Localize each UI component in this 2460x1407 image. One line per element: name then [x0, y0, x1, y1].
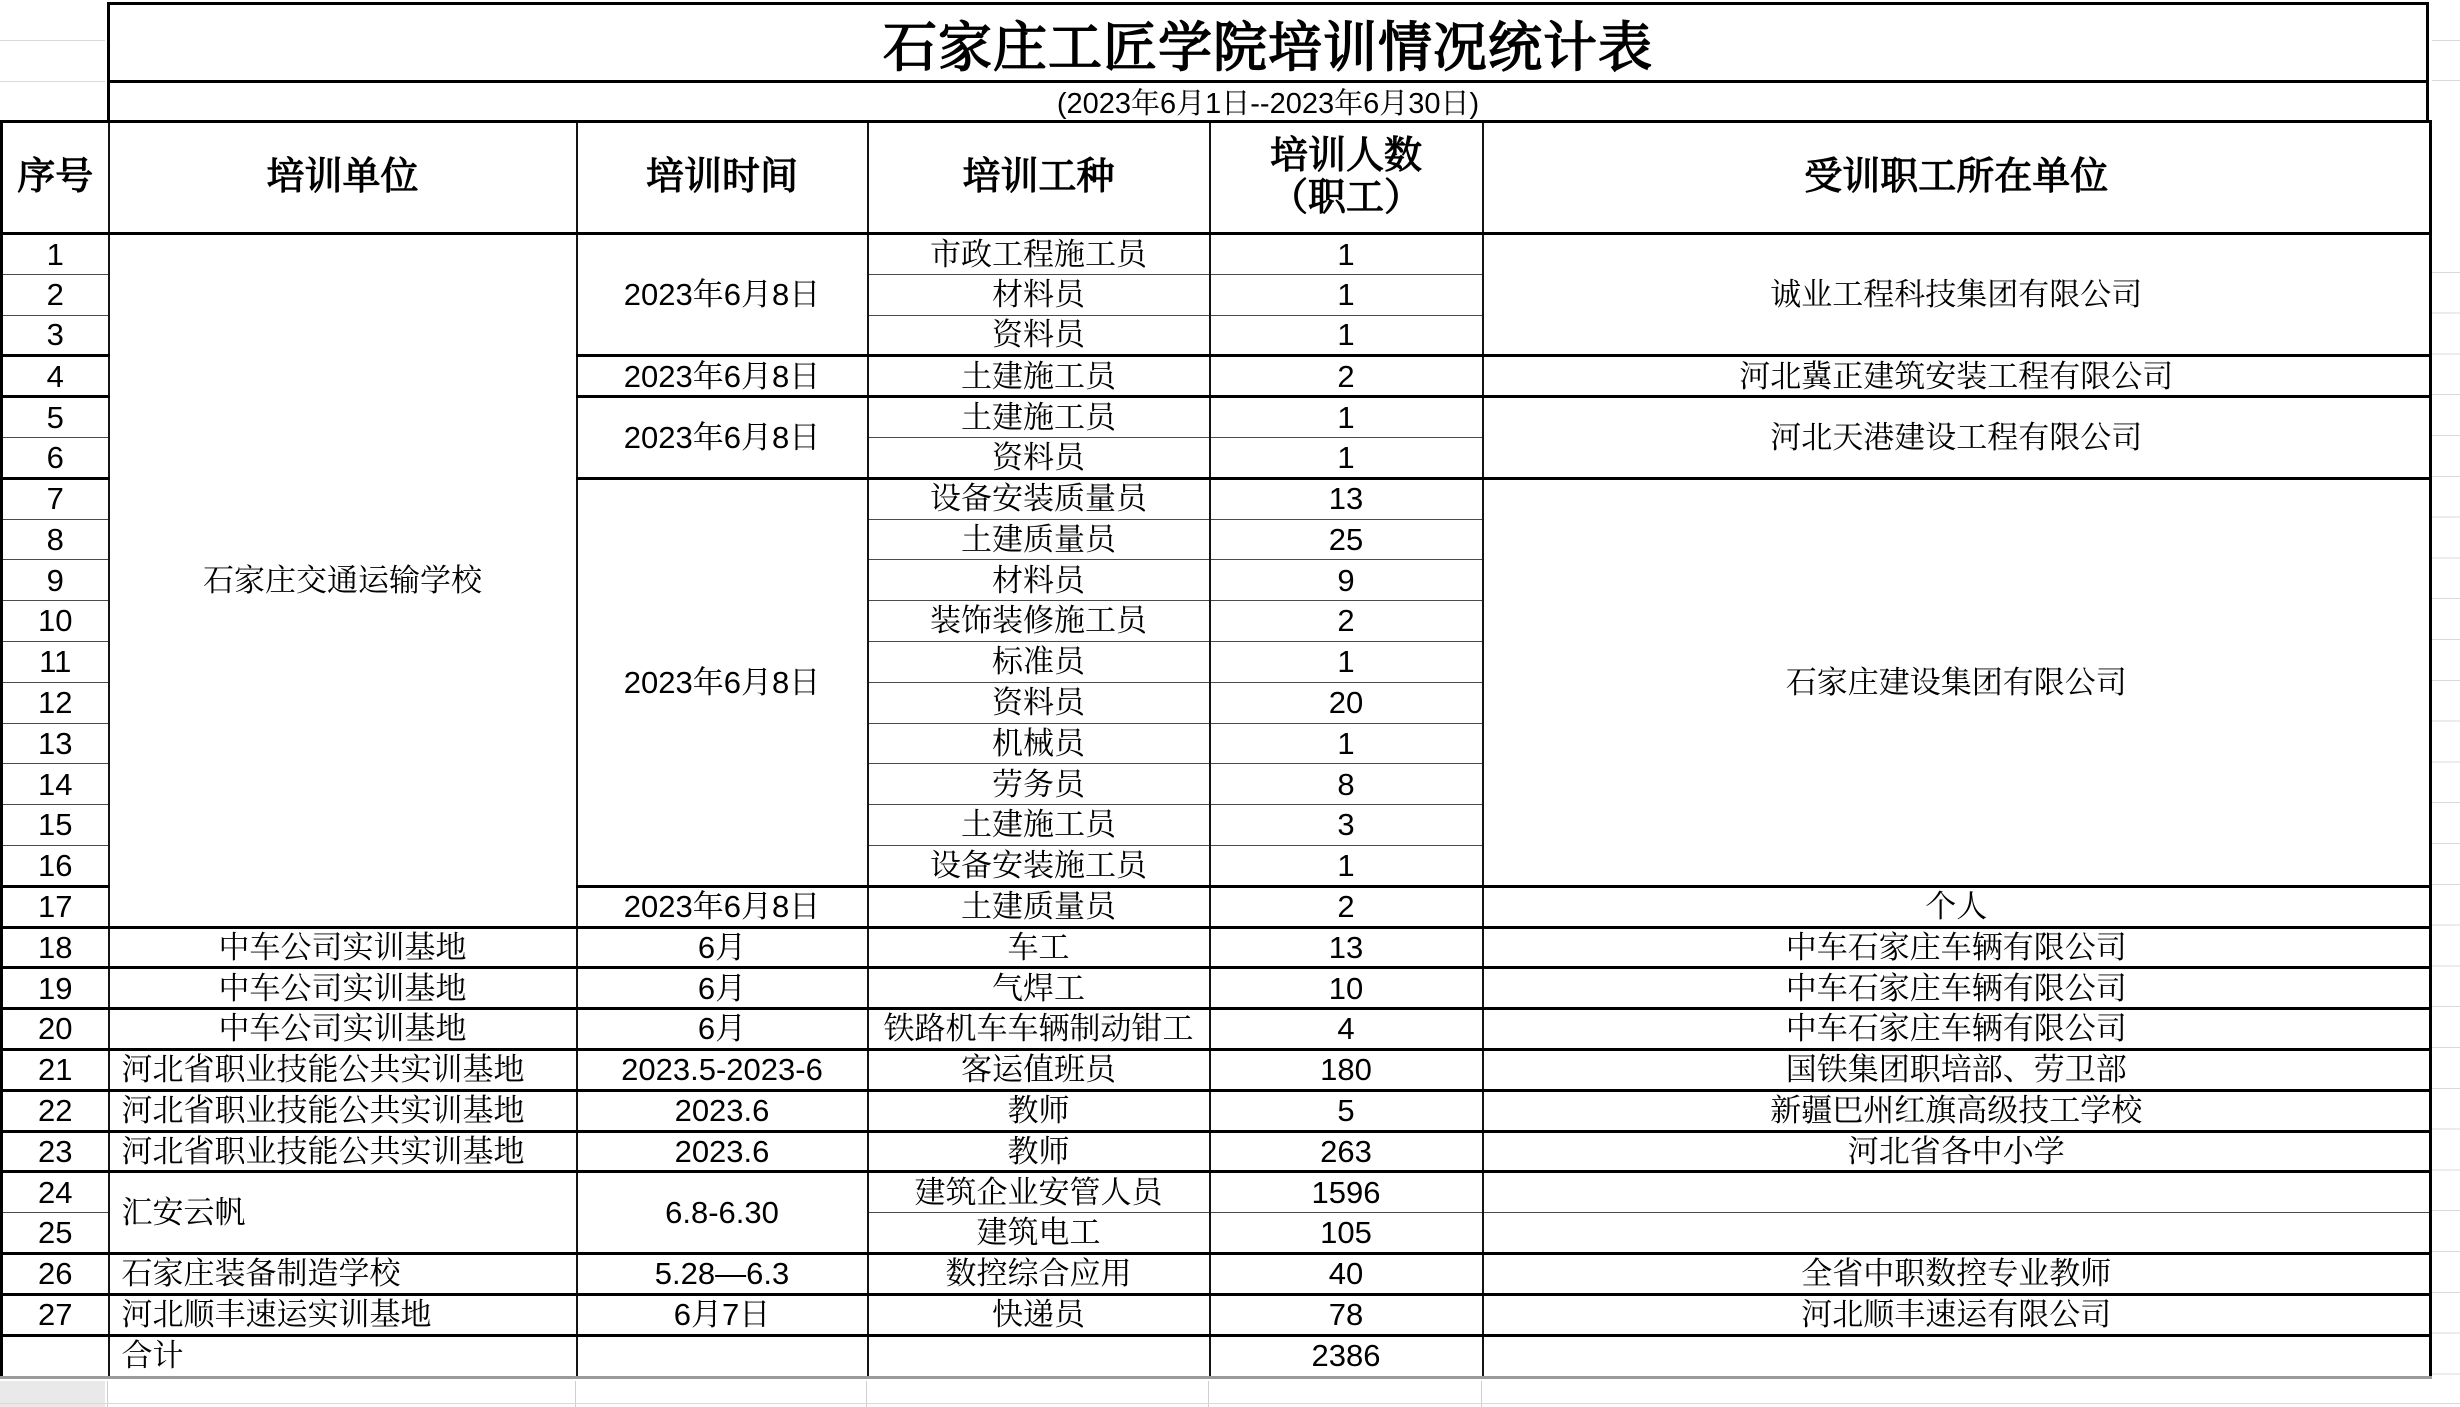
unit-cell: 河北顺丰速运实训基地 — [109, 1294, 577, 1335]
seq-cell: 14 — [2, 764, 109, 805]
header-row — [2, 122, 2431, 234]
job-cell: 资料员 — [868, 437, 1210, 478]
count-cell: 5 — [1210, 1090, 1483, 1131]
seq-cell: 25 — [2, 1213, 109, 1254]
table-row — [2, 968, 2431, 1009]
count-cell: 9 — [1210, 560, 1483, 601]
job-cell: 资料员 — [868, 315, 1210, 356]
job-cell: 建筑企业安管人员 — [868, 1172, 1210, 1213]
col-header-count-line2: （职工） — [1269, 176, 1422, 219]
job-cell: 土建质量员 — [868, 519, 1210, 560]
count-cell: 105 — [1210, 1213, 1483, 1254]
count-cell: 1 — [1210, 274, 1483, 315]
seq-cell: 21 — [2, 1049, 109, 1090]
seq-cell: 18 — [2, 927, 109, 968]
org-cell: 河北天港建设工程有限公司 — [1483, 397, 2431, 479]
table-row — [2, 1253, 2431, 1294]
job-cell: 客运值班员 — [868, 1049, 1210, 1090]
job-cell: 教师 — [868, 1131, 1210, 1172]
unit-cell: 河北省职业技能公共实训基地 — [109, 1131, 577, 1172]
job-cell: 气焊工 — [868, 968, 1210, 1009]
count-cell: 4 — [1210, 1009, 1483, 1050]
seq-cell: 3 — [2, 315, 109, 356]
org-cell: 个人 — [1483, 886, 2431, 927]
time-cell: 6.8-6.30 — [577, 1172, 868, 1254]
time-cell: 6月 — [577, 1009, 868, 1050]
seq-cell: 11 — [2, 641, 109, 682]
unit-cell: 石家庄交通运输学校 — [109, 234, 577, 928]
time-cell: 2023年6月8日 — [577, 234, 868, 356]
org-cell: 全省中职数控专业教师 — [1483, 1253, 2431, 1294]
count-cell: 1 — [1210, 437, 1483, 478]
table-row — [2, 1009, 2431, 1050]
org-cell: 河北顺丰速运有限公司 — [1483, 1294, 2431, 1335]
count-cell: 2 — [1210, 601, 1483, 642]
org-cell: 中车石家庄车辆有限公司 — [1483, 968, 2431, 1009]
seq-cell: 4 — [2, 356, 109, 397]
seq-cell: 1 — [2, 234, 109, 275]
seq-cell: 17 — [2, 886, 109, 927]
seq-cell: 2 — [2, 274, 109, 315]
unit-cell: 石家庄装备制造学校 — [109, 1253, 577, 1294]
seq-cell: 9 — [2, 560, 109, 601]
gridline — [2432, 80, 2460, 81]
org-cell: 河北冀正建筑安装工程有限公司 — [1483, 356, 2431, 397]
table-row — [2, 927, 2431, 968]
unit-cell: 河北省职业技能公共实训基地 — [109, 1049, 577, 1090]
job-cell: 土建质量员 — [868, 886, 1210, 927]
time-cell: 6月7日 — [577, 1294, 868, 1335]
job-cell: 装饰装修施工员 — [868, 601, 1210, 642]
time-cell: 2023年6月8日 — [577, 397, 868, 479]
count-cell: 1 — [1210, 723, 1483, 764]
count-cell: 180 — [1210, 1049, 1483, 1090]
count-cell: 20 — [1210, 682, 1483, 723]
seq-cell: 6 — [2, 437, 109, 478]
col-header-job: 培训工种 — [868, 122, 1210, 234]
job-cell: 数控综合应用 — [868, 1253, 1210, 1294]
seq-cell: 10 — [2, 601, 109, 642]
col-header-org: 受训职工所在单位 — [1483, 122, 2431, 234]
job-cell: 材料员 — [868, 274, 1210, 315]
time-cell: 6月 — [577, 968, 868, 1009]
page-subtitle: (2023年6月1日--2023年6月30日) — [107, 80, 2429, 120]
seq-cell: 5 — [2, 397, 109, 438]
table-row — [2, 1131, 2431, 1172]
count-cell: 1 — [1210, 397, 1483, 438]
seq-cell: 20 — [2, 1009, 109, 1050]
time-cell: 6月 — [577, 927, 868, 968]
org-cell: 河北省各中小学 — [1483, 1131, 2431, 1172]
org-cell: 国铁集团职培部、劳卫部 — [1483, 1049, 2431, 1090]
seq-cell: 23 — [2, 1131, 109, 1172]
count-cell: 263 — [1210, 1131, 1483, 1172]
count-cell: 2 — [1210, 356, 1483, 397]
unit-cell: 河北省职业技能公共实训基地 — [109, 1090, 577, 1131]
gridline-gutter — [2432, 232, 2460, 1379]
training-stats-table — [0, 120, 2432, 1379]
gridline — [2432, 40, 2460, 41]
seq-cell: 22 — [2, 1090, 109, 1131]
unit-cell: 汇安云帆 — [109, 1172, 577, 1254]
count-cell: 8 — [1210, 764, 1483, 805]
col-header-seq: 序号 — [2, 122, 109, 234]
job-cell: 设备安装质量员 — [868, 478, 1210, 519]
job-cell: 教师 — [868, 1090, 1210, 1131]
count-cell: 3 — [1210, 805, 1483, 846]
total-row — [2, 1335, 2431, 1377]
count-cell: 13 — [1210, 927, 1483, 968]
job-cell: 土建施工员 — [868, 805, 1210, 846]
col-header-unit: 培训单位 — [109, 122, 577, 234]
count-cell: 78 — [1210, 1294, 1483, 1335]
org-cell: 中车石家庄车辆有限公司 — [1483, 927, 2431, 968]
seq-cell: 16 — [2, 845, 109, 886]
count-cell: 1 — [1210, 315, 1483, 356]
time-cell: 2023年6月8日 — [577, 356, 868, 397]
count-cell: 10 — [1210, 968, 1483, 1009]
count-cell: 1 — [1210, 641, 1483, 682]
seq-cell: 8 — [2, 519, 109, 560]
time-cell: 2023年6月8日 — [577, 478, 868, 886]
job-cell: 资料员 — [868, 682, 1210, 723]
seq-cell: 15 — [2, 805, 109, 846]
time-cell — [577, 1335, 868, 1377]
count-cell: 1 — [1210, 234, 1483, 275]
seq-cell: 13 — [2, 723, 109, 764]
total-count-cell: 2386 — [1210, 1335, 1483, 1377]
time-cell: 5.28—6.3 — [577, 1253, 868, 1294]
job-cell: 材料员 — [868, 560, 1210, 601]
table-row — [2, 1090, 2431, 1131]
unit-cell: 中车公司实训基地 — [109, 927, 577, 968]
total-label-cell: 合计 — [109, 1335, 577, 1377]
seq-cell: 24 — [2, 1172, 109, 1213]
org-cell: 中车石家庄车辆有限公司 — [1483, 1009, 2431, 1050]
count-cell: 2 — [1210, 886, 1483, 927]
job-cell: 建筑电工 — [868, 1213, 1210, 1254]
table-row — [2, 1049, 2431, 1090]
job-cell: 设备安装施工员 — [868, 845, 1210, 886]
col-header-count — [1210, 122, 1483, 234]
count-cell: 25 — [1210, 519, 1483, 560]
job-cell: 快递员 — [868, 1294, 1210, 1335]
time-cell: 2023.6 — [577, 1090, 868, 1131]
gridline — [0, 40, 105, 41]
table-row — [2, 1294, 2431, 1335]
seq-cell: 19 — [2, 968, 109, 1009]
gridline — [0, 1403, 2460, 1404]
seq-cell: 26 — [2, 1253, 109, 1294]
table-row — [2, 1172, 2431, 1213]
org-cell — [1483, 1335, 2431, 1377]
org-cell: 诚业工程科技集团有限公司 — [1483, 234, 2431, 356]
org-cell — [1483, 1172, 2431, 1213]
job-cell: 土建施工员 — [868, 356, 1210, 397]
job-cell: 土建施工员 — [868, 397, 1210, 438]
count-cell: 1596 — [1210, 1172, 1483, 1213]
job-cell — [868, 1335, 1210, 1377]
count-cell: 40 — [1210, 1253, 1483, 1294]
job-cell: 铁路机车车辆制动钳工 — [868, 1009, 1210, 1050]
seq-cell: 7 — [2, 478, 109, 519]
org-cell: 新疆巴州红旗高级技工学校 — [1483, 1090, 2431, 1131]
page-title: 石家庄工匠学院培训情况统计表 — [107, 2, 2429, 82]
table-row — [2, 234, 2431, 275]
seq-cell: 12 — [2, 682, 109, 723]
count-cell: 13 — [1210, 478, 1483, 519]
org-cell: 石家庄建设集团有限公司 — [1483, 478, 2431, 886]
job-cell: 市政工程施工员 — [868, 234, 1210, 275]
unit-cell: 中车公司实训基地 — [109, 968, 577, 1009]
gridline — [0, 81, 105, 82]
count-cell: 1 — [1210, 845, 1483, 886]
seq-cell: 27 — [2, 1294, 109, 1335]
time-cell: 2023.5-2023-6 — [577, 1049, 868, 1090]
job-cell: 劳务员 — [868, 764, 1210, 805]
job-cell: 机械员 — [868, 723, 1210, 764]
time-cell: 2023.6 — [577, 1131, 868, 1172]
seq-cell — [2, 1335, 109, 1377]
job-cell: 标准员 — [868, 641, 1210, 682]
col-header-count-line1: 培训人数 — [1269, 135, 1422, 178]
time-cell: 2023年6月8日 — [577, 886, 868, 927]
job-cell: 车工 — [868, 927, 1210, 968]
unit-cell: 中车公司实训基地 — [109, 1009, 577, 1050]
org-cell — [1483, 1213, 2431, 1254]
col-header-time: 培训时间 — [577, 122, 868, 234]
